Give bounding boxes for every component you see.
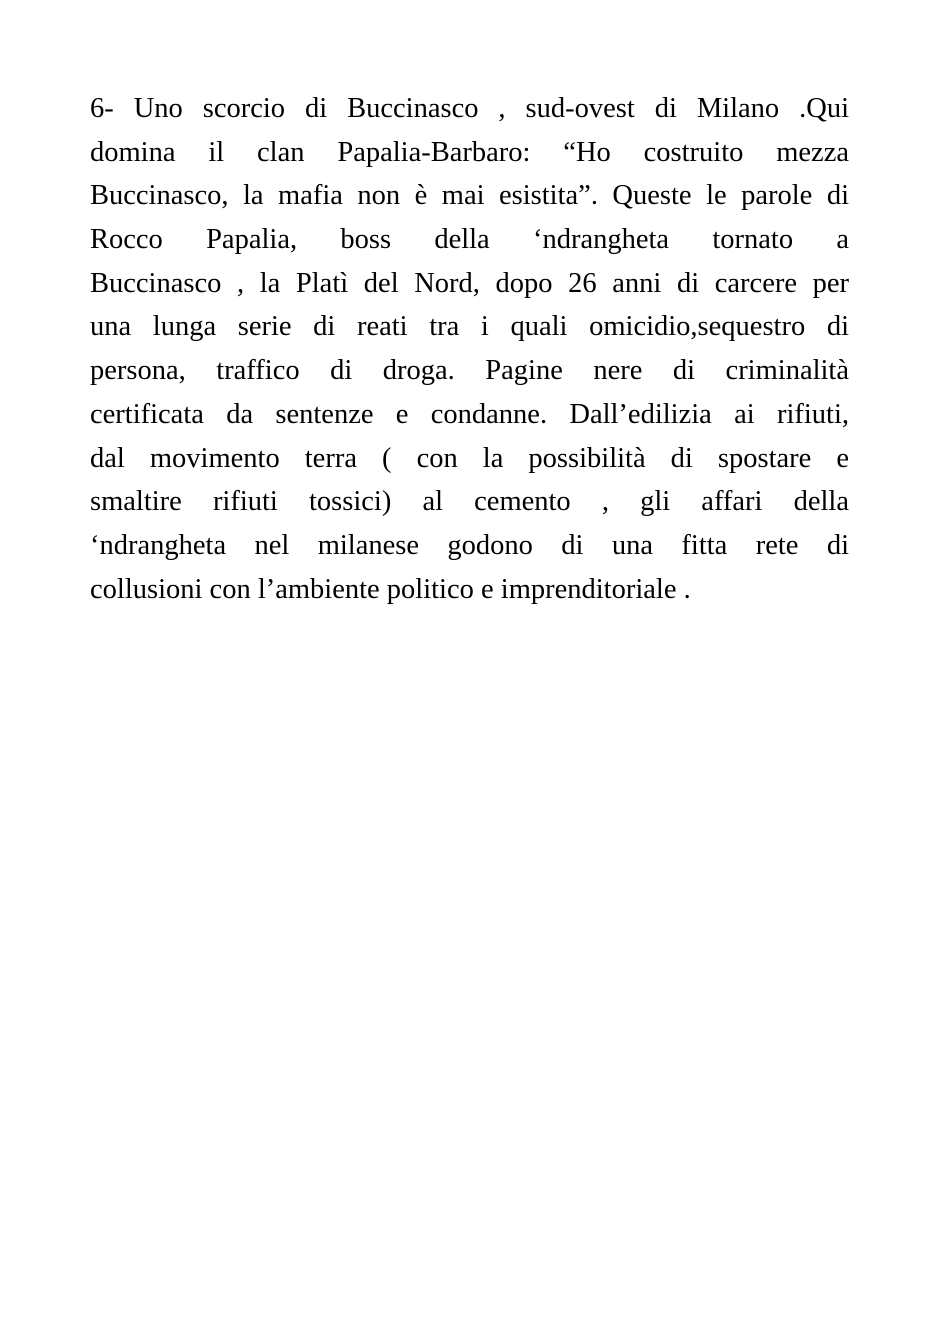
paragraph-line: persona, traffico di droga. Pagine nere di criminalità [90, 355, 849, 387]
paragraph-line: Buccinasco, la mafia non è mai esistita”. Queste le parole di [90, 180, 849, 212]
paragraph-line: una lunga serie di reati tra i quali omicidio,sequestro di [90, 311, 849, 343]
paragraph-line: 6- Uno scorcio di Buccinasco , sud-ovest di Milano .Qui [90, 93, 849, 124]
paragraph-line: certificata da sentenze e condanne. Dall’edilizia ai rifiuti, [90, 398, 849, 430]
paragraph-line: Buccinasco , la Platì del Nord, dopo 26 anni di carcere per [90, 267, 849, 299]
paragraph-line: domina il clan Papalia-Barbaro: “Ho costruito mezza [90, 136, 849, 168]
paragraph-line: ‘ndrangheta nel milanese godono di una fitta rete di [90, 529, 849, 561]
paragraph-line: smaltire rifiuti tossici) al cemento , gli affari della [90, 486, 849, 518]
body-paragraph [90, 87, 849, 611]
paragraph-line: Rocco Papalia, boss della ‘ndrangheta tornato a [90, 224, 849, 256]
paragraph-line: collusioni con l’ambiente politico e imprenditoriale . [90, 573, 691, 605]
paragraph-line: dal movimento terra ( con la possibilità di spostare e [90, 442, 849, 474]
